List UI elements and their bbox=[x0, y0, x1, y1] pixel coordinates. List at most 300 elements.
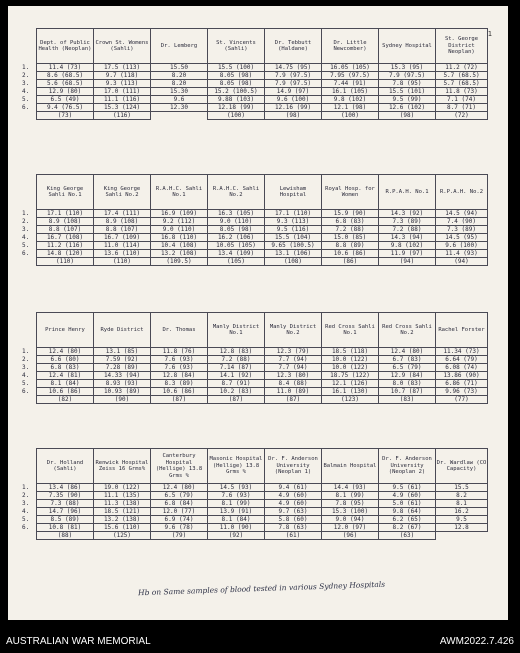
table-cell: 11.3 (138) bbox=[94, 500, 151, 508]
table-cell: 11.8 (73) bbox=[436, 88, 488, 96]
table-cell: 7.2 (88) bbox=[208, 356, 265, 364]
table-cell: 14.3 (94) bbox=[379, 234, 436, 242]
table-cell: 12.8 (84) bbox=[151, 372, 208, 380]
table-cell: 11.9 (97) bbox=[379, 250, 436, 258]
column-header: King George Sahli No.1 bbox=[37, 175, 94, 210]
table-cell: 8.5 (89) bbox=[37, 516, 94, 524]
table-cell: 10.0 (122) bbox=[322, 356, 379, 364]
table-row bbox=[20, 226, 488, 234]
table-cell: 7.9 (97.5) bbox=[265, 72, 322, 80]
table-cell: 7.28 (89) bbox=[94, 364, 151, 372]
table-row bbox=[20, 210, 488, 218]
column-header: Manly District No.1 bbox=[208, 313, 265, 348]
table-row bbox=[20, 508, 488, 516]
table-cell: 12.4 (81) bbox=[37, 372, 94, 380]
table-cell: 6.8 (84) bbox=[151, 500, 208, 508]
table-cell: 18.5 (118) bbox=[322, 348, 379, 356]
table-cell: 11.0 (90) bbox=[208, 524, 265, 532]
average-cell: (82) bbox=[37, 396, 94, 404]
table-cell: 9.8 (102) bbox=[322, 96, 379, 104]
table-cell: 8.8 (107) bbox=[94, 226, 151, 234]
average-cell: (90) bbox=[94, 396, 151, 404]
table-cell: 11.0 (114) bbox=[94, 242, 151, 250]
average-cell: (72) bbox=[436, 112, 488, 120]
table-cell: 12.3 (79) bbox=[265, 348, 322, 356]
table-cell: 10.8 (81) bbox=[37, 524, 94, 532]
data-table-4 bbox=[20, 448, 488, 540]
row-number: 6. bbox=[22, 250, 30, 257]
table-cell: 16.9 (109) bbox=[151, 210, 208, 218]
table-cell: 9.3 (113) bbox=[94, 80, 151, 88]
column-header: Dr. Wardlaw (CO Capacity) bbox=[436, 449, 488, 484]
table-cell: 17.1 (110) bbox=[265, 210, 322, 218]
average-cell: (100) bbox=[208, 112, 265, 120]
column-header: Ryde District bbox=[94, 313, 151, 348]
data-table-1 bbox=[20, 28, 488, 120]
average-cell: (105) bbox=[208, 258, 265, 266]
table-cell: 12.6 (102) bbox=[379, 104, 436, 112]
table-cell: 17.1 (110) bbox=[37, 210, 94, 218]
table-cell: 12.30 bbox=[151, 104, 208, 112]
table-cell: 6.9 (74) bbox=[151, 516, 208, 524]
column-header: R.P.A.H. No.2 bbox=[436, 175, 488, 210]
data-table-3 bbox=[20, 312, 488, 404]
row-number: 3. bbox=[22, 364, 30, 371]
table-cell: 15.5 (101) bbox=[379, 88, 436, 96]
table-row bbox=[20, 104, 488, 112]
table-cell: 14.5 (94) bbox=[436, 210, 488, 218]
table-cell: 18.75 (122) bbox=[322, 372, 379, 380]
table-cell: 7.6 (93) bbox=[151, 364, 208, 372]
column-header: Dr. Little Newcomber) bbox=[322, 29, 379, 64]
table-cell: 15.50 bbox=[151, 64, 208, 72]
table-cell: 7.6 (93) bbox=[151, 356, 208, 364]
average-cell: (116) bbox=[94, 112, 151, 120]
table-cell: 15.2 (100.5) bbox=[208, 88, 265, 96]
table-row bbox=[20, 516, 488, 524]
table-cell: 10.2 (83) bbox=[208, 388, 265, 396]
table-cell: 14.3 (92) bbox=[379, 210, 436, 218]
table-cell: 9.2 (112) bbox=[151, 218, 208, 226]
table-cell: 13.4 (86) bbox=[37, 484, 94, 492]
table-cell: 13.1 (106) bbox=[265, 250, 322, 258]
table-cell: 13.2 (108) bbox=[151, 250, 208, 258]
table-cell: 15.5 (100) bbox=[208, 64, 265, 72]
table-cell: 5.6 (68.5) bbox=[37, 80, 94, 88]
table-row bbox=[20, 500, 488, 508]
row-number: 3. bbox=[22, 80, 30, 87]
table-cell: 9.3 (113) bbox=[265, 218, 322, 226]
table-cell: 14.4 (93) bbox=[322, 484, 379, 492]
column-header: St. George District Neoplan) bbox=[436, 29, 488, 64]
table-cell: 5.8 (60) bbox=[265, 516, 322, 524]
table-cell: 8.8 (107) bbox=[37, 226, 94, 234]
average-cell: (87) bbox=[208, 396, 265, 404]
table-row bbox=[20, 72, 488, 80]
row-number: 5. bbox=[22, 242, 30, 249]
average-cell: (94) bbox=[379, 258, 436, 266]
table-cell: 6.86 (71) bbox=[436, 380, 488, 388]
average-cell: (96) bbox=[322, 532, 379, 540]
average-cell: (83) bbox=[379, 396, 436, 404]
table-cell: 11.1 (116) bbox=[94, 96, 151, 104]
table-cell: 7.9 (97.5) bbox=[379, 72, 436, 80]
table-cell: 8.0 (83) bbox=[379, 380, 436, 388]
average-cell: (109.5) bbox=[151, 258, 208, 266]
row-number: 2. bbox=[22, 492, 30, 499]
table-cell: 11.4 (73) bbox=[37, 64, 94, 72]
average-cell: (125) bbox=[94, 532, 151, 540]
table-cell: 9.4 (76.5) bbox=[37, 104, 94, 112]
table-cell: 13.9 (91) bbox=[208, 508, 265, 516]
table-cell: 11.4 (93) bbox=[436, 250, 488, 258]
table-cell: 8.7 (71) bbox=[436, 104, 488, 112]
table-cell: 9.7 (63) bbox=[265, 508, 322, 516]
average-row bbox=[20, 112, 488, 120]
column-header: Prince Henry bbox=[37, 313, 94, 348]
table-cell: 7.14 (87) bbox=[208, 364, 265, 372]
table-cell: 8.1 (84) bbox=[208, 516, 265, 524]
table-cell: 8.20 bbox=[151, 72, 208, 80]
table-cell: 12.8 bbox=[436, 524, 488, 532]
table-cell: 10.0 (122) bbox=[322, 364, 379, 372]
row-number: 5. bbox=[22, 380, 30, 387]
table-cell: 6.5 (79) bbox=[379, 364, 436, 372]
column-header: Red Cross Sahli No.2 bbox=[379, 313, 436, 348]
table-cell: 6.2 (65) bbox=[379, 516, 436, 524]
table-cell: 7.8 (95) bbox=[379, 80, 436, 88]
table-cell: 9.6 (78) bbox=[151, 524, 208, 532]
row-number: 1. bbox=[22, 348, 30, 355]
average-row bbox=[20, 532, 488, 540]
table-cell: 14.9 (97) bbox=[265, 88, 322, 96]
table-cell: 15.6 (110) bbox=[94, 524, 151, 532]
column-header: Renwick Hospital Zeiss 16 Grms% bbox=[94, 449, 151, 484]
table-cell: 9.4 (61) bbox=[265, 484, 322, 492]
average-row bbox=[20, 396, 488, 404]
column-header: Canterbury Hospital (Hellige) 13.8 Grms % bbox=[151, 449, 208, 484]
table-cell: 10.7 (87) bbox=[379, 388, 436, 396]
table-cell: 7.7 (94) bbox=[265, 364, 322, 372]
table-cell: 17.4 (111) bbox=[94, 210, 151, 218]
table-cell: 16.1 (105) bbox=[322, 88, 379, 96]
table-cell: 12.4 (80) bbox=[379, 348, 436, 356]
table-cell: 10.6 (86) bbox=[322, 250, 379, 258]
table-cell: 13.1 (85) bbox=[94, 348, 151, 356]
column-header: Manly District No.2 bbox=[265, 313, 322, 348]
table-cell: 9.65 (100.5) bbox=[265, 242, 322, 250]
table-row bbox=[20, 96, 488, 104]
column-header: Dr. Tebbutt (Haldane) bbox=[265, 29, 322, 64]
column-header: Red Cross Sahli No.1 bbox=[322, 313, 379, 348]
table-cell: 8.2 bbox=[436, 492, 488, 500]
table-cell: 10.05 (105) bbox=[208, 242, 265, 250]
table-cell: 12.9 (84) bbox=[379, 372, 436, 380]
average-cell bbox=[436, 532, 488, 540]
table-cell: 9.7 (118) bbox=[94, 72, 151, 80]
row-number: 2. bbox=[22, 218, 30, 225]
table-cell: 11.34 (73) bbox=[436, 348, 488, 356]
table-cell: 6.7 (83) bbox=[379, 356, 436, 364]
archive-footer bbox=[0, 632, 520, 653]
table-cell: 7.3 (89) bbox=[379, 218, 436, 226]
table-cell: 9.0 (94) bbox=[322, 516, 379, 524]
table-cell: 9.8 (64) bbox=[379, 508, 436, 516]
column-header: Dr. F. Anderson University (Neoplan 2) bbox=[379, 449, 436, 484]
table-cell: 12.0 (77) bbox=[151, 508, 208, 516]
table-cell: 9.96 (73) bbox=[436, 388, 488, 396]
table-cell: 10.4 (108) bbox=[151, 242, 208, 250]
table-cell: 8.1 (99) bbox=[208, 500, 265, 508]
table-cell: 14.5 (93) bbox=[208, 484, 265, 492]
table-cell: 10.6 (86) bbox=[37, 388, 94, 396]
table-cell: 12.8 (83) bbox=[208, 348, 265, 356]
row-number: 2. bbox=[22, 72, 30, 79]
table-cell: 6.08 (74) bbox=[436, 364, 488, 372]
table-cell: 13.6 (110) bbox=[94, 250, 151, 258]
average-cell: (92) bbox=[208, 532, 265, 540]
corner-mark: 1 bbox=[487, 30, 492, 38]
average-cell: (98) bbox=[379, 112, 436, 120]
table-cell: 9.5 (61) bbox=[379, 484, 436, 492]
column-header: Masonic Hospital (Hellige) 13.8 Grms % bbox=[208, 449, 265, 484]
table-cell: 13.2 (138) bbox=[94, 516, 151, 524]
column-header: Sydney Hospital bbox=[379, 29, 436, 64]
column-header: Royal Hosp. for Women bbox=[322, 175, 379, 210]
table-cell: 14.33 (94) bbox=[94, 372, 151, 380]
row-number: 5. bbox=[22, 516, 30, 523]
table-cell: 12.4 (80) bbox=[37, 348, 94, 356]
average-cell: (77) bbox=[436, 396, 488, 404]
table-cell: 7.6 (93) bbox=[208, 492, 265, 500]
column-header: Crown St. Womens (Sahli) bbox=[94, 29, 151, 64]
row-number: 4. bbox=[22, 234, 30, 241]
table-cell: 9.5 bbox=[436, 516, 488, 524]
column-header: Rachel Forster bbox=[436, 313, 488, 348]
table-row bbox=[20, 380, 488, 388]
table-cell: 12.16 (99) bbox=[265, 104, 322, 112]
handwritten-note: Hb on Same samples of blood tested in various Sydney Hospitals bbox=[137, 579, 386, 598]
column-header: R.A.H.C. Sahli No.2 bbox=[208, 175, 265, 210]
data-table-2 bbox=[20, 174, 488, 266]
table-cell: 14.8 (120) bbox=[37, 250, 94, 258]
average-cell: (79) bbox=[151, 532, 208, 540]
average-cell: (98) bbox=[265, 112, 322, 120]
table-cell: 12.1 (98) bbox=[322, 104, 379, 112]
document-page bbox=[8, 6, 508, 620]
table-cell: 12.4 (80) bbox=[151, 484, 208, 492]
table-cell: 8.93 (93) bbox=[94, 380, 151, 388]
table-row bbox=[20, 364, 488, 372]
average-cell: (110) bbox=[37, 258, 94, 266]
table-cell: 14.7 (96) bbox=[37, 508, 94, 516]
table-cell: 13.4 (109) bbox=[208, 250, 265, 258]
table-cell: 12.1 (126) bbox=[322, 380, 379, 388]
table-cell: 8.4 (88) bbox=[265, 380, 322, 388]
table-cell: 7.2 (88) bbox=[379, 226, 436, 234]
table-cell: 8.1 (99) bbox=[322, 492, 379, 500]
average-cell: (87) bbox=[265, 396, 322, 404]
table-cell: 7.35 (90) bbox=[37, 492, 94, 500]
average-cell: (100) bbox=[322, 112, 379, 120]
average-cell: (61) bbox=[265, 532, 322, 540]
average-cell bbox=[151, 112, 208, 120]
table-cell: 5.7 (68.5) bbox=[436, 80, 488, 88]
table-cell: 16.3 (105) bbox=[208, 210, 265, 218]
table-cell: 10.93 (89) bbox=[94, 388, 151, 396]
table-cell: 7.95 (97.5) bbox=[322, 72, 379, 80]
table-cell: 8.20 bbox=[151, 80, 208, 88]
table-row bbox=[20, 88, 488, 96]
table-cell: 15.30 bbox=[151, 88, 208, 96]
table-cell: 14.75 (95) bbox=[265, 64, 322, 72]
table-cell: 8.05 (98) bbox=[208, 72, 265, 80]
table-cell: 11.2 (72) bbox=[436, 64, 488, 72]
row-number: 3. bbox=[22, 500, 30, 507]
table-cell: 16.1 (130) bbox=[322, 388, 379, 396]
table-cell: 7.8 (95) bbox=[322, 500, 379, 508]
row-number: 5. bbox=[22, 96, 30, 103]
average-cell: (110) bbox=[94, 258, 151, 266]
table-cell: 7.8 (63) bbox=[265, 524, 322, 532]
table-cell: 9.5 (116) bbox=[265, 226, 322, 234]
table-row bbox=[20, 242, 488, 250]
table-cell: 10.6 (86) bbox=[151, 388, 208, 396]
table-cell: 5.7 (68.5) bbox=[436, 72, 488, 80]
average-cell: (87) bbox=[151, 396, 208, 404]
table-cell: 8.1 (84) bbox=[37, 380, 94, 388]
table-cell: 6.5 (49) bbox=[37, 96, 94, 104]
row-number: 6. bbox=[22, 524, 30, 531]
table-cell: 6.8 (83) bbox=[37, 364, 94, 372]
table-cell: 12.0 (97) bbox=[322, 524, 379, 532]
table-cell: 4.9 (60) bbox=[265, 500, 322, 508]
table-cell: 15.3 (95) bbox=[379, 64, 436, 72]
table-cell: 12.9 (80) bbox=[37, 88, 94, 96]
table-cell: 9.0 (110) bbox=[208, 218, 265, 226]
table-row bbox=[20, 80, 488, 88]
row-number: 2. bbox=[22, 356, 30, 363]
row-number: 4. bbox=[22, 88, 30, 95]
table-cell: 15.9 (90) bbox=[322, 210, 379, 218]
table-cell: 5.0 (61) bbox=[379, 500, 436, 508]
table-cell: 7.4 (90) bbox=[436, 218, 488, 226]
table-cell: 9.6 (100) bbox=[436, 242, 488, 250]
table-cell: 8.9 (108) bbox=[37, 218, 94, 226]
table-cell: 16.7 (109) bbox=[94, 234, 151, 242]
table-cell: 15.3 (124) bbox=[94, 104, 151, 112]
table-cell: 6.5 (79) bbox=[151, 492, 208, 500]
table-cell: 13.86 (90) bbox=[436, 372, 488, 380]
table-row bbox=[20, 484, 488, 492]
table-cell: 4.9 (60) bbox=[379, 492, 436, 500]
table-cell: 9.6 bbox=[151, 96, 208, 104]
column-header: R.A.H.C. Sahli No.1 bbox=[151, 175, 208, 210]
table-cell: 8.7 (91) bbox=[208, 380, 265, 388]
average-cell: (123) bbox=[322, 396, 379, 404]
table-cell: 8.1 bbox=[436, 500, 488, 508]
row-number: 1. bbox=[22, 210, 30, 217]
table-cell: 16.7 (108) bbox=[37, 234, 94, 242]
column-header: Dr. Lemberg bbox=[151, 29, 208, 64]
table-row bbox=[20, 64, 488, 72]
table-cell: 7.3 (89) bbox=[436, 226, 488, 234]
row-number: 6. bbox=[22, 104, 30, 111]
table-cell: 16.2 bbox=[436, 508, 488, 516]
table-cell: 7.7 (94) bbox=[265, 356, 322, 364]
column-header: Dr. F. Anderson University (Neoplan 1) bbox=[265, 449, 322, 484]
footer-reference: AWM2022.7.426 bbox=[439, 636, 514, 647]
table-cell: 8.6 (68.5) bbox=[37, 72, 94, 80]
table-cell: 11.2 (116) bbox=[37, 242, 94, 250]
table-cell: 6.6 (80) bbox=[37, 356, 94, 364]
table-cell: 11.0 (89) bbox=[265, 388, 322, 396]
row-number: 1. bbox=[22, 64, 30, 71]
table-row bbox=[20, 524, 488, 532]
table-cell: 7.1 (74) bbox=[436, 96, 488, 104]
table-cell: 15.0 (85) bbox=[322, 234, 379, 242]
table-row bbox=[20, 348, 488, 356]
table-row bbox=[20, 234, 488, 242]
table-cell: 16.05 (105) bbox=[322, 64, 379, 72]
footer-institution: AUSTRALIAN WAR MEMORIAL bbox=[6, 636, 151, 647]
table-cell: 8.9 (108) bbox=[94, 218, 151, 226]
table-cell: 11.1 (135) bbox=[94, 492, 151, 500]
table-cell: 8.8 (89) bbox=[322, 242, 379, 250]
table-cell: 6.8 (83) bbox=[322, 218, 379, 226]
table-cell: 7.3 (88) bbox=[37, 500, 94, 508]
table-cell: 19.0 (122) bbox=[94, 484, 151, 492]
table-row bbox=[20, 492, 488, 500]
average-cell: (108) bbox=[265, 258, 322, 266]
table-cell: 8.05 (98) bbox=[208, 226, 265, 234]
table-cell: 9.6 (100) bbox=[265, 96, 322, 104]
column-header: Dr. Thomas bbox=[151, 313, 208, 348]
table-cell: 11.8 (76) bbox=[151, 348, 208, 356]
row-number: 3. bbox=[22, 226, 30, 233]
table-cell: 15.5 (104) bbox=[265, 234, 322, 242]
table-cell: 15.3 (100) bbox=[322, 508, 379, 516]
row-number: 6. bbox=[22, 388, 30, 395]
table-cell: 17.5 (113) bbox=[94, 64, 151, 72]
average-cell: (63) bbox=[379, 532, 436, 540]
table-cell: 16.2 (106) bbox=[208, 234, 265, 242]
row-number: 1. bbox=[22, 484, 30, 491]
column-header: St. Vincents (Sahli) bbox=[208, 29, 265, 64]
column-header: Dr. Holland (Sahli) bbox=[37, 449, 94, 484]
table-cell: 8.2 (67) bbox=[379, 524, 436, 532]
table-cell: 12.18 (99) bbox=[208, 104, 265, 112]
average-cell: (94) bbox=[436, 258, 488, 266]
column-header: R.P.A.H. No.1 bbox=[379, 175, 436, 210]
row-number: 4. bbox=[22, 508, 30, 515]
table-cell: 9.5 (99) bbox=[379, 96, 436, 104]
table-cell: 6.64 (79) bbox=[436, 356, 488, 364]
table-cell: 8.3 (89) bbox=[151, 380, 208, 388]
table-cell: 9.8 (102) bbox=[379, 242, 436, 250]
average-row bbox=[20, 258, 488, 266]
table-cell: 9.0 (110) bbox=[151, 226, 208, 234]
table-row bbox=[20, 388, 488, 396]
table-cell: 14.5 (95) bbox=[436, 234, 488, 242]
table-cell: 9.88 (103) bbox=[208, 96, 265, 104]
table-cell: 17.0 (111) bbox=[94, 88, 151, 96]
table-cell: 7.2 (88) bbox=[322, 226, 379, 234]
table-row bbox=[20, 356, 488, 364]
average-cell: (73) bbox=[37, 112, 94, 120]
column-header: Dept. of Public Health (Neoplan) bbox=[37, 29, 94, 64]
table-cell: 15.5 bbox=[436, 484, 488, 492]
